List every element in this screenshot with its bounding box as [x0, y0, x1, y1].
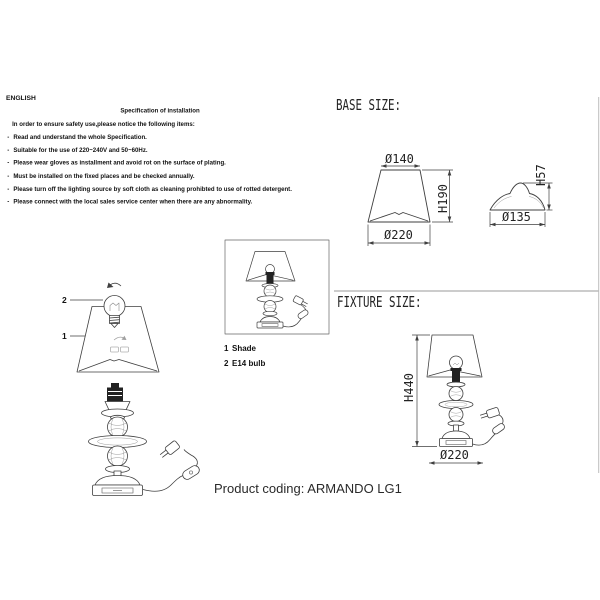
- fixture-plug-icon: [479, 407, 500, 420]
- inline-switch-icon: [181, 464, 201, 481]
- mini-plug-icon: [293, 295, 309, 308]
- lamp-socket-drawing: [105, 383, 130, 410]
- part-item: [224, 357, 265, 372]
- assembled-lamp-box: [225, 240, 329, 334]
- callout-shade-number: 1: [62, 331, 67, 341]
- spec-item: [6, 131, 323, 144]
- part-item: [224, 342, 265, 357]
- spec-item-text: Please turn off the lighting source by soft cloth as cleaning prohibted to use of rotted detergent.: [13, 185, 292, 193]
- dim-label-shade-top-diameter: Ø140: [385, 152, 414, 166]
- base-size-title: BASE SIZE:: [336, 96, 402, 114]
- spec-intro: In order to ensure safety use,please notice the following items:: [12, 121, 195, 128]
- spec-item: [6, 183, 323, 196]
- dim-label-shade-bottom-diameter: Ø220: [384, 228, 413, 242]
- base-dimension-view: [490, 183, 545, 210]
- dim-label-fixture-height: H440: [402, 373, 416, 402]
- part-item-number: 2: [224, 358, 229, 368]
- part-item-name: E14 bulb: [232, 358, 266, 368]
- part-item-name: Shade: [232, 344, 257, 353]
- bullet-dash: -: [7, 198, 10, 206]
- power-cord-drawing: [143, 440, 201, 491]
- bullet-dash: -: [7, 185, 10, 193]
- dim-label-fixture-diameter: Ø220: [440, 448, 469, 462]
- part-item-number: 1: [224, 344, 229, 353]
- main-lamp-drawing: [70, 283, 201, 496]
- bullet-dash: -: [7, 172, 10, 180]
- spec-item: [6, 196, 323, 209]
- spec-item-text: Please wear gloves as installment and avoid rot on the surface of plating.: [13, 160, 226, 167]
- fixture-size-drawing: [412, 335, 506, 465]
- dim-label-base-height: H57: [534, 164, 548, 186]
- dim-label-base-diameter: Ø135: [502, 210, 531, 224]
- power-plug-icon: [159, 440, 181, 460]
- spec-item-text: Please connect with the local sales service center when there are any abnormality.: [13, 198, 253, 206]
- parts-list: [224, 342, 265, 371]
- bullet-dash: -: [7, 147, 10, 154]
- spec-item: [6, 170, 323, 183]
- callout-bulb-number: 2: [62, 295, 67, 305]
- bullet-dash: -: [7, 160, 10, 167]
- spec-title: Specification of installation: [120, 108, 200, 115]
- spec-item-text: Suitable for the use of 220~240V and 50~60Hz.: [13, 147, 148, 154]
- spec-item-text: Read and understand the whole Specification.: [13, 134, 147, 141]
- lamp-base-drawing: [93, 476, 143, 496]
- fixture-switch-icon: [491, 422, 505, 435]
- spec-item: [6, 144, 323, 157]
- product-coding-text: Product coding: ARMANDO LG1: [214, 481, 402, 496]
- dim-label-shade-height: H190: [436, 184, 450, 213]
- fixture-bulb-drawing: [450, 356, 463, 369]
- rotate-arrow-icon: [107, 283, 121, 289]
- installation-instructions: [6, 92, 323, 209]
- spec-item: [6, 157, 323, 170]
- mini-switch-icon: [297, 309, 309, 320]
- fixture-size-title: FIXTURE SIZE:: [337, 293, 422, 311]
- spec-item-text: Must be installed on the fixed places and be checked annually.: [13, 172, 195, 180]
- crystal-stem-drawing: [89, 409, 147, 477]
- language-label: ENGLISH: [6, 94, 36, 102]
- bullet-dash: -: [7, 134, 10, 141]
